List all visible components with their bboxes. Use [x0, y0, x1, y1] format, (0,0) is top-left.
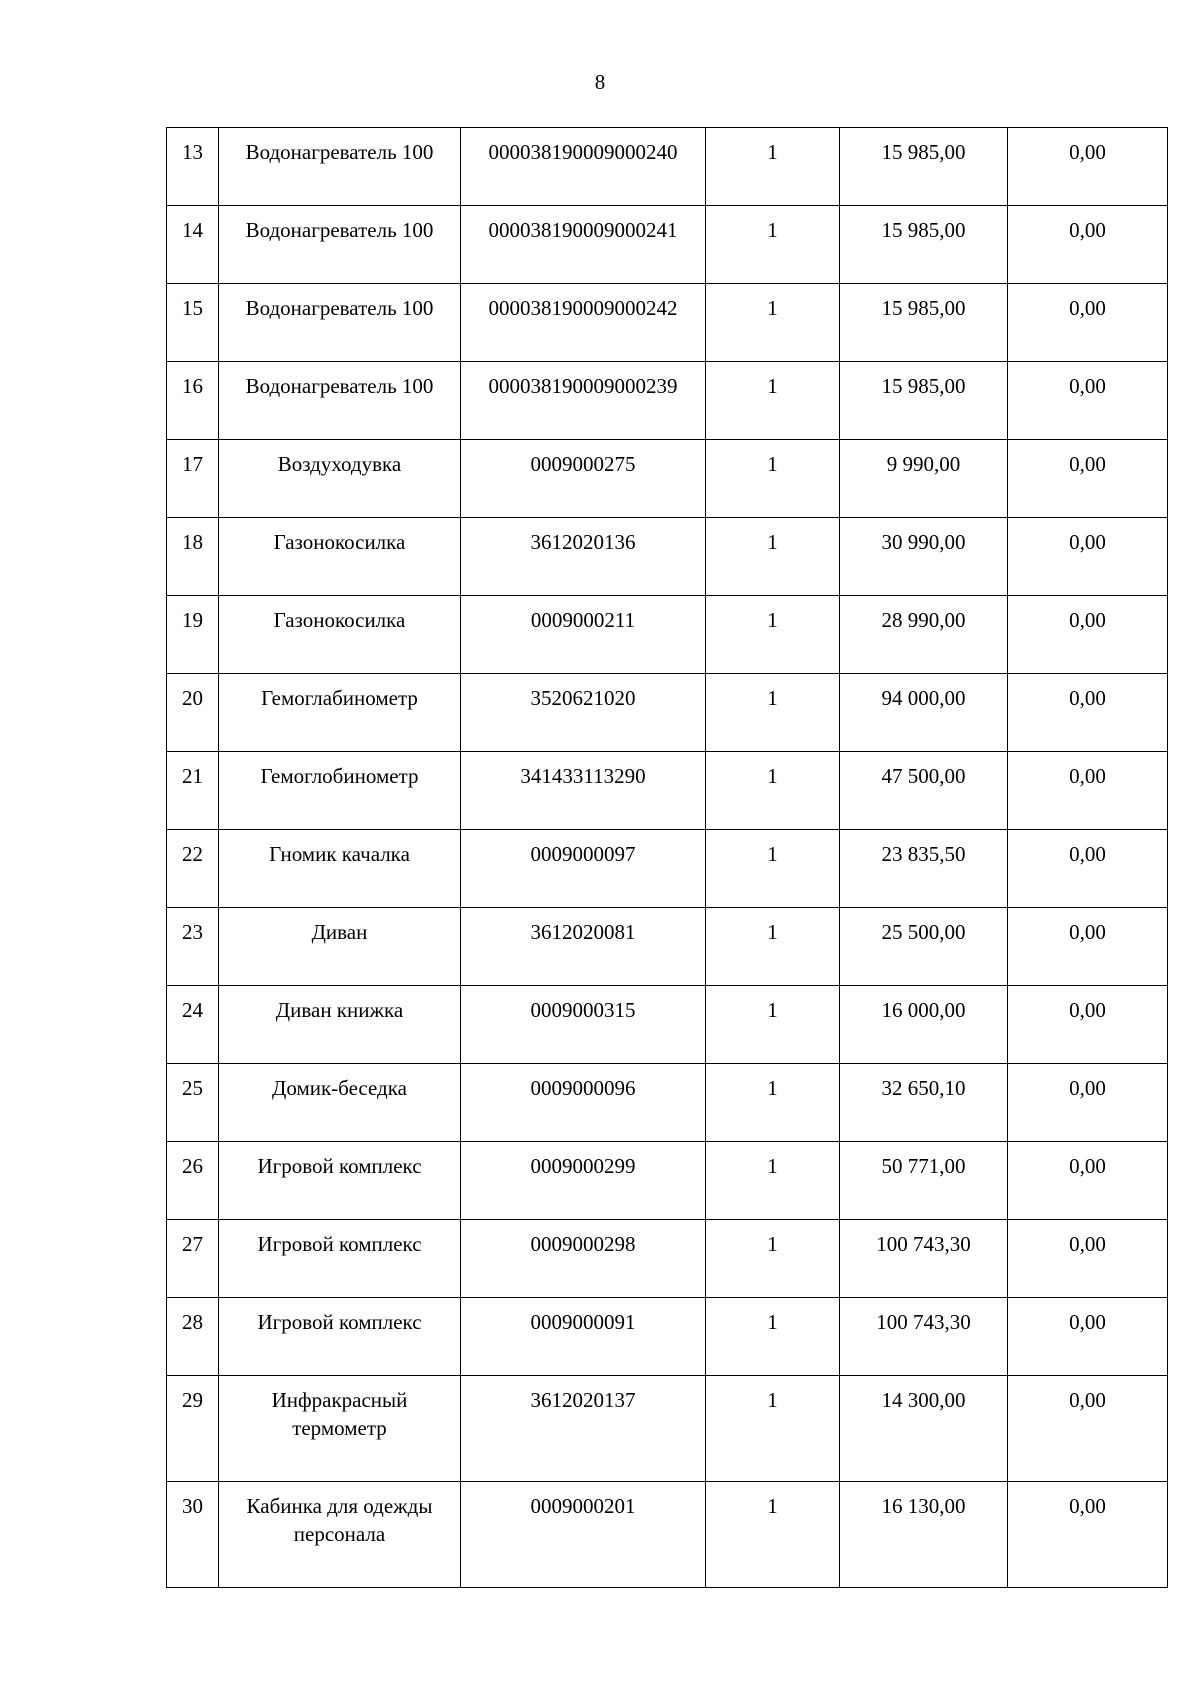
price-cell: 25 500,00 [840, 908, 1008, 986]
quantity-cell: 1 [706, 908, 840, 986]
inventory-code-cell: 000038190009000240 [461, 128, 706, 206]
quantity-cell: 1 [706, 440, 840, 518]
row-number-cell: 28 [167, 1298, 219, 1376]
price-cell: 15 985,00 [840, 362, 1008, 440]
item-name-cell: Гемоглабинометр [219, 674, 461, 752]
table-row [167, 674, 1168, 752]
row-number-cell: 22 [167, 830, 219, 908]
row-number-cell: 25 [167, 1064, 219, 1142]
inventory-code-cell: 0009000275 [461, 440, 706, 518]
item-name-cell: Газонокосилка [219, 518, 461, 596]
table-row [167, 1376, 1168, 1482]
table-row [167, 1220, 1168, 1298]
inventory-code-cell: 3612020081 [461, 908, 706, 986]
price-cell: 14 300,00 [840, 1376, 1008, 1482]
table-row [167, 128, 1168, 206]
item-name-cell: Игровой комплекс [219, 1298, 461, 1376]
residual-value-cell: 0,00 [1008, 1298, 1168, 1376]
item-name-cell: Инфракрасный термометр [219, 1376, 461, 1482]
item-name-cell: Водонагреватель 100 [219, 362, 461, 440]
item-name-cell: Водонагреватель 100 [219, 128, 461, 206]
price-cell: 100 743,30 [840, 1298, 1008, 1376]
row-number-cell: 29 [167, 1376, 219, 1482]
row-number-cell: 18 [167, 518, 219, 596]
price-cell: 50 771,00 [840, 1142, 1008, 1220]
residual-value-cell: 0,00 [1008, 518, 1168, 596]
item-name-cell: Газонокосилка [219, 596, 461, 674]
price-cell: 15 985,00 [840, 206, 1008, 284]
quantity-cell: 1 [706, 752, 840, 830]
residual-value-cell: 0,00 [1008, 440, 1168, 518]
price-cell: 100 743,30 [840, 1220, 1008, 1298]
price-cell: 15 985,00 [840, 128, 1008, 206]
table-row [167, 1142, 1168, 1220]
inventory-code-cell: 3612020137 [461, 1376, 706, 1482]
inventory-code-cell: 0009000315 [461, 986, 706, 1064]
residual-value-cell: 0,00 [1008, 1142, 1168, 1220]
table-body [167, 128, 1168, 1588]
inventory-code-cell: 0009000096 [461, 1064, 706, 1142]
row-number-cell: 27 [167, 1220, 219, 1298]
inventory-code-cell: 3520621020 [461, 674, 706, 752]
residual-value-cell: 0,00 [1008, 596, 1168, 674]
inventory-code-cell: 0009000097 [461, 830, 706, 908]
item-name-cell: Водонагреватель 100 [219, 284, 461, 362]
quantity-cell: 1 [706, 1220, 840, 1298]
inventory-code-cell: 0009000299 [461, 1142, 706, 1220]
table-row [167, 440, 1168, 518]
row-number-cell: 19 [167, 596, 219, 674]
table-row [167, 1064, 1168, 1142]
price-cell: 16 130,00 [840, 1482, 1008, 1588]
price-cell: 94 000,00 [840, 674, 1008, 752]
quantity-cell: 1 [706, 1298, 840, 1376]
item-name-cell: Кабинка для одежды персонала [219, 1482, 461, 1588]
item-name-cell: Домик-беседка [219, 1064, 461, 1142]
residual-value-cell: 0,00 [1008, 1064, 1168, 1142]
table-row [167, 752, 1168, 830]
item-name-cell: Водонагреватель 100 [219, 206, 461, 284]
table-row [167, 284, 1168, 362]
residual-value-cell: 0,00 [1008, 362, 1168, 440]
price-cell: 32 650,10 [840, 1064, 1008, 1142]
residual-value-cell: 0,00 [1008, 908, 1168, 986]
quantity-cell: 1 [706, 206, 840, 284]
residual-value-cell: 0,00 [1008, 986, 1168, 1064]
row-number-cell: 24 [167, 986, 219, 1064]
quantity-cell: 1 [706, 362, 840, 440]
table-row [167, 986, 1168, 1064]
item-name-cell: Диван книжка [219, 986, 461, 1064]
quantity-cell: 1 [706, 1376, 840, 1482]
inventory-code-cell: 000038190009000242 [461, 284, 706, 362]
quantity-cell: 1 [706, 518, 840, 596]
row-number-cell: 20 [167, 674, 219, 752]
residual-value-cell: 0,00 [1008, 128, 1168, 206]
price-cell: 23 835,50 [840, 830, 1008, 908]
table-row [167, 1298, 1168, 1376]
residual-value-cell: 0,00 [1008, 830, 1168, 908]
quantity-cell: 1 [706, 128, 840, 206]
quantity-cell: 1 [706, 830, 840, 908]
table-row [167, 1482, 1168, 1588]
page-number: 8 [594, 70, 606, 94]
price-cell: 30 990,00 [840, 518, 1008, 596]
item-name-cell: Игровой комплекс [219, 1220, 461, 1298]
row-number-cell: 30 [167, 1482, 219, 1588]
inventory-code-cell: 0009000211 [461, 596, 706, 674]
quantity-cell: 1 [706, 1064, 840, 1142]
table-row [167, 518, 1168, 596]
item-name-cell: Игровой комплекс [219, 1142, 461, 1220]
residual-value-cell: 0,00 [1008, 752, 1168, 830]
table-row [167, 908, 1168, 986]
residual-value-cell: 0,00 [1008, 206, 1168, 284]
price-cell: 47 500,00 [840, 752, 1008, 830]
price-cell: 9 990,00 [840, 440, 1008, 518]
price-cell: 16 000,00 [840, 986, 1008, 1064]
residual-value-cell: 0,00 [1008, 1482, 1168, 1588]
row-number-cell: 26 [167, 1142, 219, 1220]
row-number-cell: 17 [167, 440, 219, 518]
inventory-code-cell: 341433113290 [461, 752, 706, 830]
table-row [167, 362, 1168, 440]
quantity-cell: 1 [706, 986, 840, 1064]
quantity-cell: 1 [706, 674, 840, 752]
table-row [167, 830, 1168, 908]
inventory-code-cell: 0009000201 [461, 1482, 706, 1588]
residual-value-cell: 0,00 [1008, 284, 1168, 362]
item-name-cell: Гемоглобинометр [219, 752, 461, 830]
quantity-cell: 1 [706, 284, 840, 362]
row-number-cell: 16 [167, 362, 219, 440]
inventory-code-cell: 000038190009000241 [461, 206, 706, 284]
price-cell: 15 985,00 [840, 284, 1008, 362]
residual-value-cell: 0,00 [1008, 674, 1168, 752]
quantity-cell: 1 [706, 1142, 840, 1220]
quantity-cell: 1 [706, 1482, 840, 1588]
table-row [167, 206, 1168, 284]
item-name-cell: Диван [219, 908, 461, 986]
inventory-code-cell: 0009000091 [461, 1298, 706, 1376]
inventory-table [166, 127, 1168, 1588]
residual-value-cell: 0,00 [1008, 1220, 1168, 1298]
residual-value-cell: 0,00 [1008, 1376, 1168, 1482]
row-number-cell: 15 [167, 284, 219, 362]
inventory-code-cell: 000038190009000239 [461, 362, 706, 440]
inventory-code-cell: 0009000298 [461, 1220, 706, 1298]
row-number-cell: 14 [167, 206, 219, 284]
price-cell: 28 990,00 [840, 596, 1008, 674]
quantity-cell: 1 [706, 596, 840, 674]
row-number-cell: 23 [167, 908, 219, 986]
item-name-cell: Гномик качалка [219, 830, 461, 908]
table-row [167, 596, 1168, 674]
row-number-cell: 13 [167, 128, 219, 206]
inventory-code-cell: 3612020136 [461, 518, 706, 596]
item-name-cell: Воздуходувка [219, 440, 461, 518]
row-number-cell: 21 [167, 752, 219, 830]
